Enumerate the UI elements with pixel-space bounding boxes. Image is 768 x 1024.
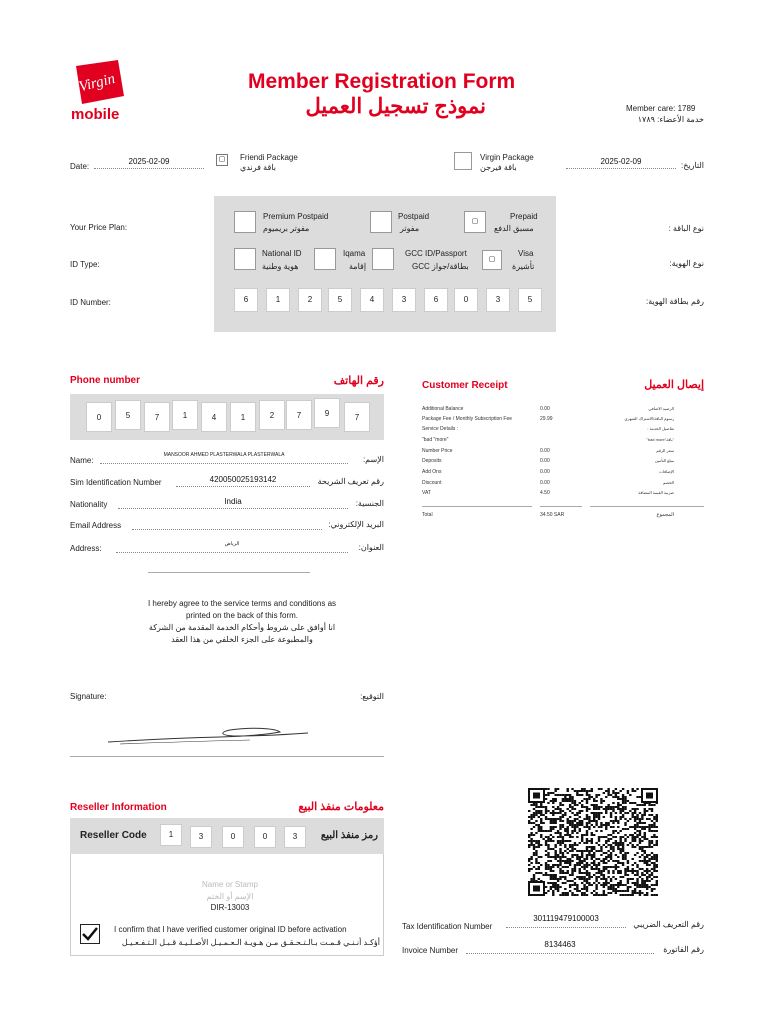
sim-label: Sim Identification Number — [70, 478, 162, 487]
prepaid-checkbox[interactable]: ▢ — [464, 211, 486, 233]
reseller-code-label-ar: رمز منفذ البيع — [320, 830, 378, 841]
receipt-row-label: VAT — [422, 490, 431, 496]
email-field[interactable] — [132, 518, 322, 530]
id-digit[interactable]: 2 — [298, 288, 322, 312]
reseller-title: Reseller Information — [70, 802, 167, 813]
tax-id-label-ar: رقم التعريف الضريبي — [633, 920, 704, 929]
id-digit[interactable]: 0 — [454, 288, 478, 312]
signature-label-ar: التوقيع: — [360, 692, 384, 701]
phone-digit[interactable]: 5 — [115, 400, 141, 430]
receipt-row-label: Additional Balance — [422, 406, 464, 412]
receipt-row-value: 4.50 — [540, 490, 550, 496]
address-label-ar: العنوان: — [358, 543, 384, 552]
receipt-title-ar: إيصال العميل — [644, 379, 704, 391]
postpaid-checkbox[interactable] — [370, 211, 392, 233]
receipt-row-label-ar: تفاصيل الخدمة : — [647, 426, 674, 431]
phone-digit[interactable]: 1 — [172, 400, 198, 430]
id-type-label-ar: نوع الهوية: — [669, 259, 704, 268]
id-digit[interactable]: 5 — [518, 288, 542, 312]
receipt-total-value: 34.50 SAR — [540, 512, 565, 518]
iqama-label-ar: إقامة — [349, 262, 367, 271]
reseller-digit[interactable]: 0 — [254, 826, 276, 848]
nationality-field[interactable]: India — [118, 497, 348, 509]
agreement-en-line1: I hereby agree to the service terms and conditions as — [147, 599, 337, 608]
phone-digit[interactable]: 7 — [344, 402, 370, 432]
price-plan-label-ar: نوع الباقة : — [668, 224, 704, 233]
logo-mobile-text: mobile — [71, 106, 120, 123]
receipt-row-label-ar: رسوم الباقة/الاشتراك الشهري — [624, 416, 674, 421]
receipt-row-value: 0.00 — [540, 469, 550, 475]
stamp-placeholder-ar: الإسم أو الختم — [206, 892, 254, 901]
logo-text: Virgin — [77, 70, 117, 96]
receipt-row-value: 29.99 — [540, 416, 553, 422]
name-label-ar: الإسم: — [362, 455, 384, 464]
prepaid-label: Prepaid — [510, 212, 538, 221]
receipt-row-value: 0.00 — [540, 406, 550, 412]
agreement-ar-line1: انا أوافق على شروط وأحكام الخدمة المقدمة من الشركة — [148, 623, 336, 632]
phone-number-title: Phone number — [70, 375, 141, 386]
phone-digit[interactable]: 0 — [86, 402, 112, 432]
signature-line — [70, 756, 384, 757]
prepaid-label-ar: مسبق الدفع — [494, 224, 534, 233]
phone-digit[interactable]: 9 — [314, 398, 340, 428]
receipt-title: Customer Receipt — [422, 380, 508, 391]
id-digit[interactable]: 1 — [266, 288, 290, 312]
receipt-divider — [540, 506, 582, 507]
address-line-2[interactable] — [148, 572, 310, 573]
address-value: الرياض — [224, 541, 240, 547]
verify-checkbox[interactable] — [80, 924, 100, 944]
receipt-row-label: Number Price — [422, 448, 453, 454]
receipt-divider — [590, 506, 704, 507]
form-title-ar: نموذج تسجيل العميل — [305, 95, 486, 118]
premium-postpaid-checkbox[interactable] — [234, 211, 256, 233]
address-field[interactable] — [116, 541, 348, 553]
reseller-digit[interactable]: 1 — [160, 824, 182, 846]
name-label: Name: — [70, 456, 94, 465]
receipt-row-label: Package Fee / Monthly Subscription Fee — [422, 416, 513, 422]
name-value: MANSOOR AHMED PLASTERWALA PLASTERWALA — [163, 452, 285, 458]
id-digit[interactable]: 6 — [424, 288, 448, 312]
receipt-row-label-ar: "باقة"bad more" — [646, 437, 674, 442]
national-id-label-ar: هوية وطنية — [262, 262, 299, 271]
qr-code-icon — [528, 788, 658, 896]
receipt-row-value: 0.00 — [540, 458, 550, 464]
email-label-ar: البريد الإلكتروني: — [328, 520, 384, 529]
address-label: Address: — [70, 544, 102, 553]
email-label: Email Address — [70, 521, 122, 530]
id-number-label-ar: رقم بطاقة الهوية: — [645, 297, 704, 306]
friendi-package-checkbox[interactable]: ▢ — [216, 154, 228, 166]
receipt-row-label: Service Details : — [422, 426, 459, 432]
gcc-id-checkbox[interactable] — [372, 248, 394, 270]
agreement-en-line2: printed on the back of this form. — [185, 611, 299, 620]
id-number-label: ID Number: — [70, 298, 111, 307]
qr-code — [528, 788, 658, 896]
id-digit[interactable]: 4 — [360, 288, 384, 312]
date-label-ar: التاريخ: — [681, 161, 704, 170]
logo-badge-icon — [68, 60, 128, 108]
date-field[interactable]: 2025-02-09 — [94, 157, 204, 169]
virgin-mobile-logo — [68, 60, 128, 128]
receipt-row-label-ar: الرصيد الاضافي — [648, 406, 674, 411]
invoice-label-ar: رقم الفاتورة — [663, 945, 704, 954]
reseller-digit[interactable]: 3 — [284, 826, 306, 848]
visa-label: Visa — [518, 249, 534, 258]
id-digit[interactable]: 6 — [234, 288, 258, 312]
signature-label: Signature: — [70, 692, 107, 701]
receipt-row-value: 0.00 — [540, 480, 550, 486]
receipt-row-value: 0.00 — [540, 448, 550, 454]
receipt-row-label: "bad "more" — [422, 437, 449, 443]
invoice-field: 8134463 — [466, 940, 654, 954]
phone-digit[interactable]: 1 — [230, 402, 256, 432]
id-type-label: ID Type: — [70, 260, 100, 269]
phone-digit[interactable]: 4 — [201, 402, 227, 432]
sim-field[interactable]: 420050025193142 — [176, 475, 310, 487]
virgin-package-label-ar: باقة فيرجن — [480, 163, 517, 172]
id-digit[interactable]: 3 — [486, 288, 510, 312]
date-field-ar[interactable]: 2025-02-09 — [566, 157, 676, 169]
verify-text: I confirm that I have verified customer original ID before activation — [114, 925, 347, 934]
receipt-row-label: Deposits — [422, 458, 442, 464]
name-field[interactable] — [100, 452, 348, 464]
reseller-code-label: Reseller Code — [80, 830, 147, 841]
receipt-row-label-ar: الإضافات — [659, 469, 674, 474]
agreement-ar-line2: والمطبوعة على الجزء الخلفي من هذا العقد — [171, 635, 313, 644]
friendi-package-label: Friendi Package — [240, 153, 298, 162]
sim-label-ar: رقم تعريف الشريحة — [317, 477, 384, 486]
member-care-en: Member care: 1789 — [626, 104, 696, 113]
agreement-text — [100, 598, 384, 646]
reseller-title-ar: معلومات منفذ البيع — [298, 801, 384, 813]
nationality-label-ar: الجنسية: — [355, 499, 384, 508]
receipt-total-label: Total — [422, 512, 433, 518]
phone-digit[interactable]: 2 — [259, 400, 285, 430]
receipt-row-label-ar: مبلغ التأمين — [654, 458, 674, 463]
receipt-row-label-ar: ضريبة القيمة المضافة — [638, 490, 674, 495]
price-plan-label: Your Price Plan: — [70, 223, 128, 232]
invoice-label: Invoice Number — [402, 946, 459, 955]
member-care-ar: خدمة الأعضاء: ١٧٨٩ — [637, 115, 704, 124]
receipt-divider — [422, 506, 532, 507]
receipt-row-label: Discount — [422, 480, 442, 486]
checkmark-icon — [81, 925, 99, 943]
tax-id-label: Tax Identification Number — [402, 922, 493, 931]
phone-number-title-ar: رقم الهاتف — [333, 375, 384, 387]
tax-id-field: 301119479100003 — [506, 914, 626, 928]
date-label: Date: — [70, 162, 90, 171]
gcc-id-label-ar: GCC بطاقة/جواز — [412, 262, 469, 271]
phone-digit[interactable]: 7 — [286, 400, 312, 430]
receipt-row-label-ar: سعر الرقم — [656, 448, 674, 453]
virgin-package-checkbox[interactable] — [454, 152, 472, 170]
iqama-checkbox[interactable] — [314, 248, 336, 270]
signature-drawing — [100, 720, 330, 750]
receipt-total-label-ar: المجموع — [656, 512, 674, 518]
premium-postpaid-label-ar: مفوتر بريميوم — [263, 224, 310, 233]
gcc-id-label: GCC ID/Passport — [405, 249, 467, 258]
stamp-placeholder: Name or Stamp — [201, 880, 259, 889]
reseller-digit[interactable]: 3 — [190, 826, 212, 848]
national-id-label: National ID — [262, 249, 302, 258]
id-digit[interactable]: 3 — [392, 288, 416, 312]
verify-text-ar: أؤكـد أنـنـي قـمـت بـالـتـحـقـق مـن هـويـة الـعـمـيـل الأصـلـيـة قـبـل الـتـفـعـيـل — [121, 938, 380, 947]
virgin-package-label: Virgin Package — [480, 153, 534, 162]
postpaid-label-ar: مفوتر — [400, 224, 420, 233]
stamp-value: DIR-13003 — [210, 903, 250, 912]
postpaid-label: Postpaid — [398, 212, 430, 221]
premium-postpaid-label: Premium Postpaid — [263, 212, 329, 221]
receipt-row-label: Add Ons — [422, 469, 442, 475]
phone-digit[interactable]: 7 — [144, 402, 170, 432]
visa-label-ar: تأشيرة — [512, 262, 535, 271]
form-title-en: Member Registration Form — [248, 70, 516, 93]
reseller-digit[interactable]: 0 — [222, 826, 244, 848]
friendi-package-label-ar: باقة فرندي — [240, 163, 276, 172]
receipt-row-label-ar: الخصم — [662, 480, 674, 485]
national-id-checkbox[interactable] — [234, 248, 256, 270]
id-digit[interactable]: 5 — [328, 288, 352, 312]
nationality-label: Nationality — [70, 500, 108, 509]
visa-checkbox[interactable]: ▢ — [482, 250, 502, 270]
iqama-label: Iqama — [343, 249, 366, 258]
